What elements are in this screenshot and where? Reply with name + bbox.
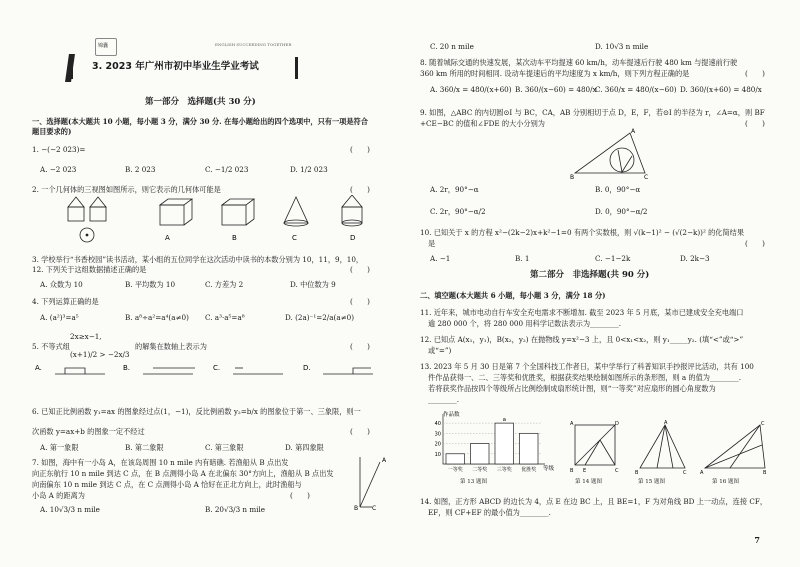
q5-stem-tail: 的解集在数轴上表示为 <box>135 342 207 351</box>
svg-text:A: A <box>570 421 574 427</box>
q13-stem-4: ________. <box>428 395 460 404</box>
q5-opt-a: A. <box>35 364 42 372</box>
chart-category-label: 三等奖 <box>496 467 512 473</box>
q3-opt-b[interactable]: B. 平均数为 10 <box>125 280 176 289</box>
q11-stem: 11. 近年来，城市电动自行车安全充电需求不断增加. 截至 2023 年 5 月底，某市已建成安全充电端口 <box>420 308 744 317</box>
svg-text:B: B <box>763 470 767 475</box>
q9-bracket: ( ) <box>745 119 765 128</box>
svg-text:B: B <box>570 468 574 474</box>
q3-stem-2: 12. 下列关于这组数据描述正确的是 <box>32 265 147 274</box>
q15-figure <box>635 420 690 475</box>
q10-bracket: ( ) <box>745 239 765 248</box>
q10-opt-a[interactable]: A. −1 <box>430 254 451 263</box>
q5-opt-b: B. <box>123 364 131 372</box>
svg-text:C: C <box>683 470 687 475</box>
q11-stem-2: 逾 280 000 个，将 280 000 用科学记数法表示为________. <box>428 319 622 328</box>
chart-ytick-label: 20 <box>434 441 441 448</box>
option-d-shape <box>342 195 362 226</box>
q9-opt-b[interactable]: B. 0，90°−α <box>595 185 641 194</box>
q9-opt-d[interactable]: D. 0，90°−α/2 <box>595 207 648 216</box>
q3-bracket: ( ) <box>350 265 370 274</box>
q8-stem-2: 360 km 所用的时间相同. 设动车提速后的平均速度为 x km/h，则下列方程正确的是 <box>420 69 690 78</box>
chart-xlabel: 等级 <box>543 466 555 472</box>
svg-text:B: B <box>570 174 575 180</box>
q1-stem: 1. −(−2 023)= <box>32 145 86 154</box>
q9-opt-a[interactable]: A. 2r，90°−α <box>430 185 479 194</box>
q4-stem: 4. 下列运算正确的是 <box>32 297 99 306</box>
q2-bracket: ( ) <box>350 185 370 194</box>
q9-stem-2: +CE−BC 的值和∠FDE 的大小分别为 <box>420 119 545 128</box>
three-views-figure <box>68 197 106 242</box>
q9-opt-c[interactable]: C. 2r，90°−α/2 <box>430 207 486 216</box>
q7-figure <box>330 452 390 512</box>
option-b-shape <box>222 199 254 225</box>
q3-opt-d[interactable]: D. 中位数为 9 <box>290 280 336 289</box>
q6-stem: 6. 已知正比例函数 y₁=ax 的图象经过点(1，−1)，反比例函数 y₂=b/x 的图象位于第一、三象限，则一 <box>32 407 361 416</box>
q10-stem-2: 是 <box>428 239 436 248</box>
q6-opt-c[interactable]: C. 第三象限 <box>205 443 244 452</box>
q10-opt-c[interactable]: C. −1−2k <box>595 254 631 263</box>
q6-opt-a[interactable]: A. 第一象限 <box>40 443 79 452</box>
q13-stem: 13. 2023 年 5 月 30 日是第 7 个全国科技工作者日，某中学举行了科普知识手抄报评比活动，共有 100 <box>420 362 754 371</box>
chart-category-label: 二等奖 <box>472 467 488 473</box>
q5-sys-1: 2x≥x−1, <box>70 332 102 341</box>
svg-text:A: A <box>382 457 387 464</box>
q12-stem: 12. 已知点 A(x₁，y₁)，B(x₂，y₂) 在抛物线 y=x²−3 上，且 0<x₁<x₂，则 y₁_____y₂. (填“<”或“>” <box>420 335 744 344</box>
svg-text:B: B <box>635 470 639 475</box>
q6-opt-b[interactable]: B. 第二象限 <box>125 443 164 452</box>
svg-text:A: A <box>631 128 636 135</box>
chart-ytick-label: 40 <box>434 421 441 428</box>
svg-text:C: C <box>644 174 649 180</box>
chart-category-label: 优胜奖 <box>521 467 537 473</box>
q5-bracket: ( ) <box>350 342 370 351</box>
q5-opt-d: D. <box>303 364 311 372</box>
q4-opt-a[interactable]: A. (a²)³=a⁵ <box>40 313 79 322</box>
svg-text:C: C <box>761 421 765 427</box>
chart-annotation: a <box>502 417 506 424</box>
q7-stem: 7. 如图，海中有一小岛 A，在该岛周围 10 n mile 内有暗礁. 若渔船从 B 点出发 <box>32 458 289 467</box>
q13-stem-2: 件作品获得一、二、三等奖和优胜奖，根据获奖结果绘制如图所示的条形图，则 a 的值为________. <box>428 373 742 382</box>
q14-stem-2: EF，则 CF+EF 的最小值为________. <box>428 508 551 517</box>
q8-bracket: ( ) <box>745 69 765 78</box>
q4-opt-c[interactable]: C. a³·a⁵=a⁸ <box>205 313 245 322</box>
q16-figure <box>700 420 770 475</box>
svg-text:C: C <box>372 505 377 512</box>
brand-text: ENGLISH SUCCEEDING TOGETHER <box>215 42 292 47</box>
q2-figures <box>60 195 380 250</box>
fig14-label: 第 14 题图 <box>575 479 602 485</box>
q5-stem: 5. 不等式组 <box>32 342 70 351</box>
q10-opt-d[interactable]: D. 2k−3 <box>680 254 710 263</box>
svg-text:E: E <box>583 468 587 474</box>
q1-opt-a[interactable]: A. −2 023 <box>40 165 77 174</box>
q4-opt-b[interactable]: B. a⁸÷a²=a⁴(a≠0) <box>125 313 189 322</box>
chart-bar <box>495 423 514 464</box>
svg-text:A: A <box>664 420 668 426</box>
q10-stem: 10. 已知关于 x 的方程 x²−(2k−2)x+k²−1=0 有两个实数根，则 √(k−1)² − (√(2−k))² 的化简结果 <box>420 228 745 237</box>
fig13-label: 第 13 题图 <box>460 479 487 485</box>
q8-stem: 8. 随着城际交通的快速发展，某次动车平均提速 60 km/h，动车提速后行驶 480 km 与提速前行驶 <box>420 58 738 67</box>
q6-stem-2: 次函数 y=ax+b 的图象一定不经过 <box>32 427 145 436</box>
svg-text:B: B <box>354 505 359 512</box>
q14-stem: 14. 如图，正方形 ABCD 的边长为 4，点 E 在边 BC 上，且 BE=1，F 为对角线 BD 上一动点，连接 CF， <box>420 497 768 506</box>
q1-opt-b[interactable]: B. 2 023 <box>125 165 156 174</box>
q8-opt-d[interactable]: D. 360/(x+60) = 480/x <box>680 85 762 94</box>
q9-stem: 9. 如图，△ABC 的内切圆⊙I 与 BC，CA，AB 分别相切于点 D，E，F，若⊙I 的半径为 r，∠A=α，则 BF <box>420 108 765 117</box>
q1-bracket: ( ) <box>350 145 370 154</box>
q7-stem-2: 向正东航行 10 n mile 到达 C 点，在 B 点测得小岛 A 在北偏东 30°方向上，渔船从 B 点出发 <box>32 469 334 478</box>
logo-text: 锦囊 <box>98 43 109 49</box>
q7-opt-d[interactable]: D. 10√3 n mile <box>595 42 649 51</box>
q14-figure <box>570 420 620 475</box>
fig15-label: 第 15 题图 <box>638 479 665 485</box>
q9-figure <box>570 128 650 180</box>
chart-bar <box>520 433 539 464</box>
q1-opt-d[interactable]: D. 1/2 023 <box>290 165 328 174</box>
section-heading: 一、选择题(本大题共 10 小题，每小题 3 分，满分 30 分. 在每小题给出的四个选项中，只有一项是符合 <box>32 117 368 126</box>
chart-ylabel: 作品数 <box>443 412 460 418</box>
q7-bracket: ( ) <box>290 491 310 500</box>
fill-heading: 二、填空题(本大题共 6 小题，每小题 3 分，满分 18 分) <box>420 291 606 300</box>
q12-stem-2: 或“=”) <box>428 346 452 355</box>
q6-opt-d[interactable]: D. 第四象限 <box>285 443 324 452</box>
exam-title: 3. 2023 年广州市初中毕业生学业考试 <box>92 61 259 72</box>
q8-opt-c[interactable]: C. 360/x = 480/(x−60) <box>595 85 677 94</box>
q5-sys-2: (x+1)/2 > −2x/3 <box>70 350 130 359</box>
q10-opt-b[interactable]: B. 1 <box>515 254 530 263</box>
q13-stem-3: 若将获奖作品按四个等级所占比例绘制成扇形统计图，则“一等奖”对应扇形的圆心角度数为 <box>428 384 716 393</box>
chart-category-label: 一等奖 <box>447 467 463 473</box>
q13-bar-chart <box>425 408 565 478</box>
q2-label-c: C <box>292 234 297 242</box>
q7-opt-a[interactable]: A. 10√3/3 n mile <box>40 505 100 514</box>
right-column <box>420 0 780 567</box>
section-heading-2: 题目要求的) <box>32 127 72 136</box>
q3-opt-c[interactable]: C. 方差为 2 <box>205 280 244 289</box>
option-a-shape <box>160 199 192 225</box>
chart-ytick-label: 10 <box>434 451 441 458</box>
q8-opt-a[interactable]: A. 360/x = 480/(x+60) <box>430 85 512 94</box>
q5-opt-c: C. <box>213 364 221 372</box>
q7-stem-4: 小岛 A 的距离为 <box>32 491 85 500</box>
svg-text:C: C <box>615 468 619 474</box>
chart-ytick-label: 30 <box>434 431 441 438</box>
part1-title: 第一部分 选择题(共 30 分) <box>145 97 256 107</box>
q2-label-d: D <box>350 234 356 242</box>
page-number: 7 <box>754 535 760 545</box>
chart-bar <box>446 454 465 464</box>
q1-opt-c[interactable]: C. −1/2 023 <box>205 165 249 174</box>
q4-opt-d[interactable]: D. (2a)⁻¹=2/a(a≠0) <box>285 313 355 322</box>
left-column <box>30 0 400 567</box>
q3-stem: 3. 学校举行“书香校园”读书活动，某小组的五位同学在这次活动中读书的本数分别为 10，11，9，10， <box>32 255 364 264</box>
fig16-label: 第 16 题图 <box>712 479 739 485</box>
q3-opt-a[interactable]: A. 众数为 10 <box>40 280 83 289</box>
q6-bracket: ( ) <box>350 427 370 436</box>
svg-text:D: D <box>615 421 619 427</box>
q5-number-lines <box>35 362 395 386</box>
q2-label-b: B <box>232 234 237 242</box>
option-c-shape <box>284 197 308 226</box>
chart-bar <box>471 444 490 464</box>
svg-text:A: A <box>700 470 704 475</box>
q7-stem-3: 向南偏东 10 n mile 到达 C 点，在 C 点测得小岛 A 恰好在正北方向上，此时渔船与 <box>32 480 302 489</box>
q7-opt-c[interactable]: C. 20 n mile <box>430 42 474 51</box>
q7-opt-b[interactable]: B. 20√3/3 n mile <box>205 505 266 514</box>
q2-label-a: A <box>165 234 170 242</box>
q4-bracket: ( ) <box>350 297 370 306</box>
q2-stem: 2. 一个几何体的三视图如图所示，则它表示的几何体可能是 <box>32 185 221 194</box>
part2-title: 第二部分 非选择题(共 90 分) <box>530 270 650 280</box>
q8-opt-b[interactable]: B. 360/(x−60) = 480/x <box>515 85 597 94</box>
